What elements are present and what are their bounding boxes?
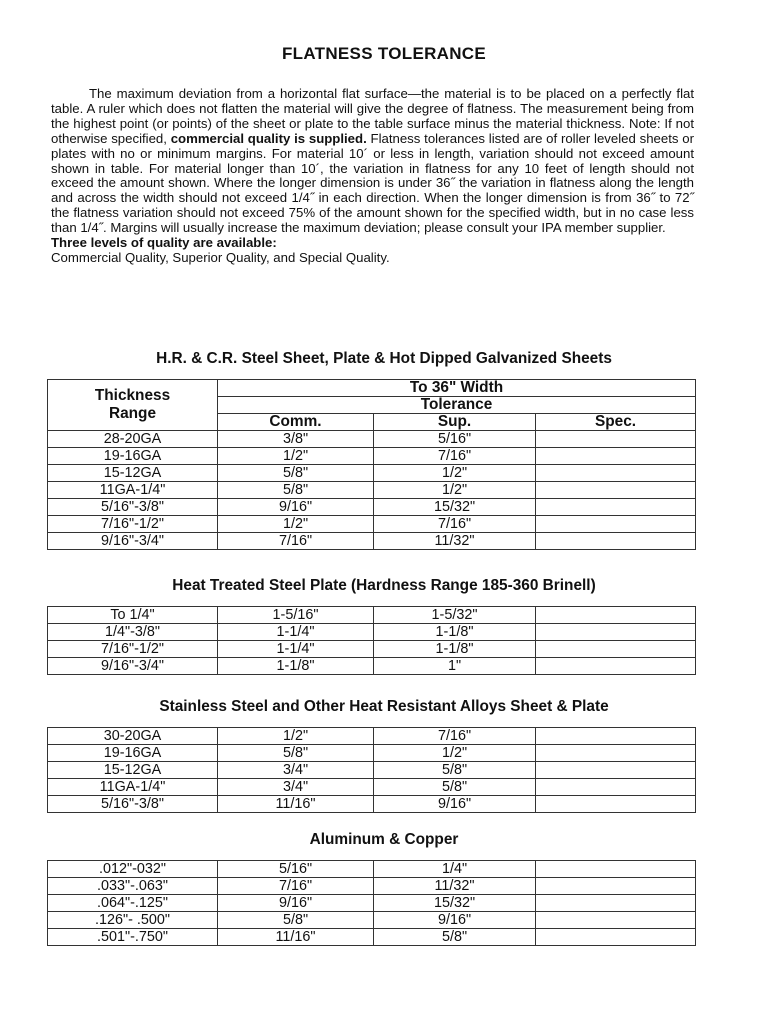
comm-cell: 3/4": [218, 779, 374, 796]
sup-cell: 9/16": [374, 796, 536, 813]
sup-cell: 9/16": [374, 912, 536, 929]
thickness-cell: 19-16GA: [48, 448, 218, 465]
table-row: [48, 861, 696, 878]
sup-cell: 5/8": [374, 779, 536, 796]
table-row: [48, 499, 696, 516]
table-stainless: [47, 727, 696, 813]
table-aluminum-copper: [47, 860, 696, 946]
thickness-cell: .064"-.125": [48, 895, 218, 912]
spec-cell: [536, 929, 696, 946]
thickness-cell: .126"- .500": [48, 912, 218, 929]
spec-cell: [536, 878, 696, 895]
sup-cell: 1/4": [374, 861, 536, 878]
table-steel-sheet: [47, 379, 696, 550]
comm-cell: 3/8": [218, 431, 374, 448]
sup-cell: 5/8": [374, 762, 536, 779]
tolerance-header: Tolerance: [218, 397, 696, 414]
table-row: [48, 796, 696, 813]
intro-paragraph-text: The maximum deviation from a horizontal flat surface—the material is to be placed on a perfectly flat table. A ruler which does not flatten the material will give the degree of flatness. The measurement being from the highest point (or points) of the sheet or plate to the table surface minus the material thickness. Note: If not otherwise specified,: [51, 86, 694, 146]
sup-cell: 1-1/8": [374, 624, 536, 641]
spec-cell: [536, 658, 696, 675]
comm-cell: 11/16": [218, 929, 374, 946]
comm-cell: 9/16": [218, 499, 374, 516]
sup-cell: 11/32": [374, 533, 536, 550]
spec-cell: [536, 861, 696, 878]
spec-cell: [536, 516, 696, 533]
table-row: [48, 624, 696, 641]
comm-cell: 7/16": [218, 533, 374, 550]
comm-cell: 5/8": [218, 745, 374, 762]
table-row: [48, 607, 696, 624]
spec-cell: [536, 796, 696, 813]
table-row: [48, 641, 696, 658]
table-row: [48, 658, 696, 675]
table-heat-treated: [47, 606, 696, 675]
intro-paragraph: [51, 87, 694, 236]
spec-cell: [536, 607, 696, 624]
comm-cell: 1/2": [218, 448, 374, 465]
header-row: [48, 380, 696, 397]
comm-cell: 11/16": [218, 796, 374, 813]
comm-cell: 5/16": [218, 861, 374, 878]
section-title-stainless: Stainless Steel and Other Heat Resistant Alloys Sheet & Plate: [159, 698, 609, 715]
table-row: [48, 728, 696, 745]
sup-cell: 1/2": [374, 465, 536, 482]
table-row: [48, 912, 696, 929]
thickness-cell: 28-20GA: [48, 431, 218, 448]
spec-cell: [536, 499, 696, 516]
spec-cell: [536, 448, 696, 465]
sup-cell: 1": [374, 658, 536, 675]
section-title-aluminum-copper: Aluminum & Copper: [309, 831, 459, 848]
sup-cell: 7/16": [374, 516, 536, 533]
sup-cell: 1/2": [374, 482, 536, 499]
thickness-cell: 15-12GA: [48, 465, 218, 482]
comm-cell: 1/2": [218, 516, 374, 533]
table-row: [48, 762, 696, 779]
sup-cell: 1-5/32": [374, 607, 536, 624]
section-title-heat-treated: Heat Treated Steel Plate (Hardness Range 185-360 Brinell): [172, 577, 596, 594]
spec-cell: [536, 641, 696, 658]
comm-cell: 1-1/8": [218, 658, 374, 675]
table-row: [48, 516, 696, 533]
comm-cell: 1/2": [218, 728, 374, 745]
spec-cell: [536, 482, 696, 499]
thickness-cell: .501"-.750": [48, 929, 218, 946]
spec-cell: [536, 895, 696, 912]
thickness-cell: 19-16GA: [48, 745, 218, 762]
thickness-cell: .033"-.063": [48, 878, 218, 895]
comm-cell: 5/8": [218, 482, 374, 499]
thickness-cell: 11GA-1/4": [48, 482, 218, 499]
table-row: [48, 465, 696, 482]
sup-cell: 7/16": [374, 728, 536, 745]
table-row: [48, 431, 696, 448]
spec-cell: [536, 779, 696, 796]
thickness-cell: .012"-032": [48, 861, 218, 878]
thickness-cell: To 1/4": [48, 607, 218, 624]
thickness-cell: 15-12GA: [48, 762, 218, 779]
comm-cell: 5/8": [218, 912, 374, 929]
spec-cell: [536, 762, 696, 779]
thickness-header-line1: Thickness: [94, 387, 171, 404]
comm-cell: 3/4": [218, 762, 374, 779]
section-title-steel-sheet: H.R. & C.R. Steel Sheet, Plate & Hot Dipped Galvanized Sheets: [156, 350, 612, 367]
intro-paragraph-2: Flatness tolerances listed are of roller leveled sheets or plates with no or minimum margins. For material 10´ or less in length, variation should not exceed amount shown in table. For material longer than 10´, the variation in flatness for any 10 feet of length should not exceed the amount shown. Where the longer dimension is under 36˝ the variation in flatness along the length and across the width should not exceed 1/4˝ in each direction. When the longer dimension is from 36˝ to 72˝ the flatness variation should not exceed 75% of the amount shown for the specified width, but in no case less than 1/4˝. Margins will usually increase the maximum deviation; please consult your IPA member supplier.: [51, 130, 694, 236]
sup-header: Sup.: [374, 414, 536, 431]
comm-header: Comm.: [218, 414, 374, 431]
comm-cell: 7/16": [218, 878, 374, 895]
spec-cell: [536, 745, 696, 762]
thickness-cell: 1/4"-3/8": [48, 624, 218, 641]
thickness-cell: 7/16"-1/2": [48, 516, 218, 533]
table-row: [48, 779, 696, 796]
comm-cell: 9/16": [218, 895, 374, 912]
quality-levels-list: Commercial Quality, Superior Quality, and Special Quality.: [51, 249, 390, 265]
sup-cell: 15/32": [374, 499, 536, 516]
table-row: [48, 878, 696, 895]
spec-cell: [536, 912, 696, 929]
spec-header: Spec.: [536, 414, 696, 431]
thickness-header-line2: Range: [108, 405, 157, 422]
table-row: [48, 533, 696, 550]
thickness-range-header: [48, 380, 218, 431]
sup-cell: 15/32": [374, 895, 536, 912]
table-row: [48, 929, 696, 946]
table-row: [48, 482, 696, 499]
sup-cell: 1/2": [374, 745, 536, 762]
thickness-cell: 30-20GA: [48, 728, 218, 745]
sup-cell: 1-1/8": [374, 641, 536, 658]
spec-cell: [536, 728, 696, 745]
thickness-cell: 7/16"-1/2": [48, 641, 218, 658]
spec-cell: [536, 431, 696, 448]
thickness-cell: 9/16"-3/4": [48, 533, 218, 550]
intro-text: [51, 87, 694, 266]
sup-cell: 5/8": [374, 929, 536, 946]
thickness-cell: 5/16"-3/8": [48, 499, 218, 516]
spec-cell: [536, 533, 696, 550]
table-row: [48, 895, 696, 912]
sup-cell: 11/32": [374, 878, 536, 895]
thickness-cell: 11GA-1/4": [48, 779, 218, 796]
intro-bold-phrase: commercial quality is supplied.: [170, 130, 367, 146]
comm-cell: 1-5/16": [218, 607, 374, 624]
comm-cell: 1-1/4": [218, 641, 374, 658]
thickness-cell: 5/16"-3/8": [48, 796, 218, 813]
spec-cell: [536, 465, 696, 482]
page-title: FLATNESS TOLERANCE: [281, 44, 487, 63]
table-row: [48, 448, 696, 465]
sup-cell: 5/16": [374, 431, 536, 448]
comm-cell: 5/8": [218, 465, 374, 482]
sup-cell: 7/16": [374, 448, 536, 465]
comm-cell: 1-1/4": [218, 624, 374, 641]
spec-cell: [536, 624, 696, 641]
thickness-cell: 9/16"-3/4": [48, 658, 218, 675]
table-row: [48, 745, 696, 762]
width-header: To 36" Width: [218, 380, 696, 397]
quality-levels-heading: Three levels of quality are available:: [51, 235, 277, 251]
